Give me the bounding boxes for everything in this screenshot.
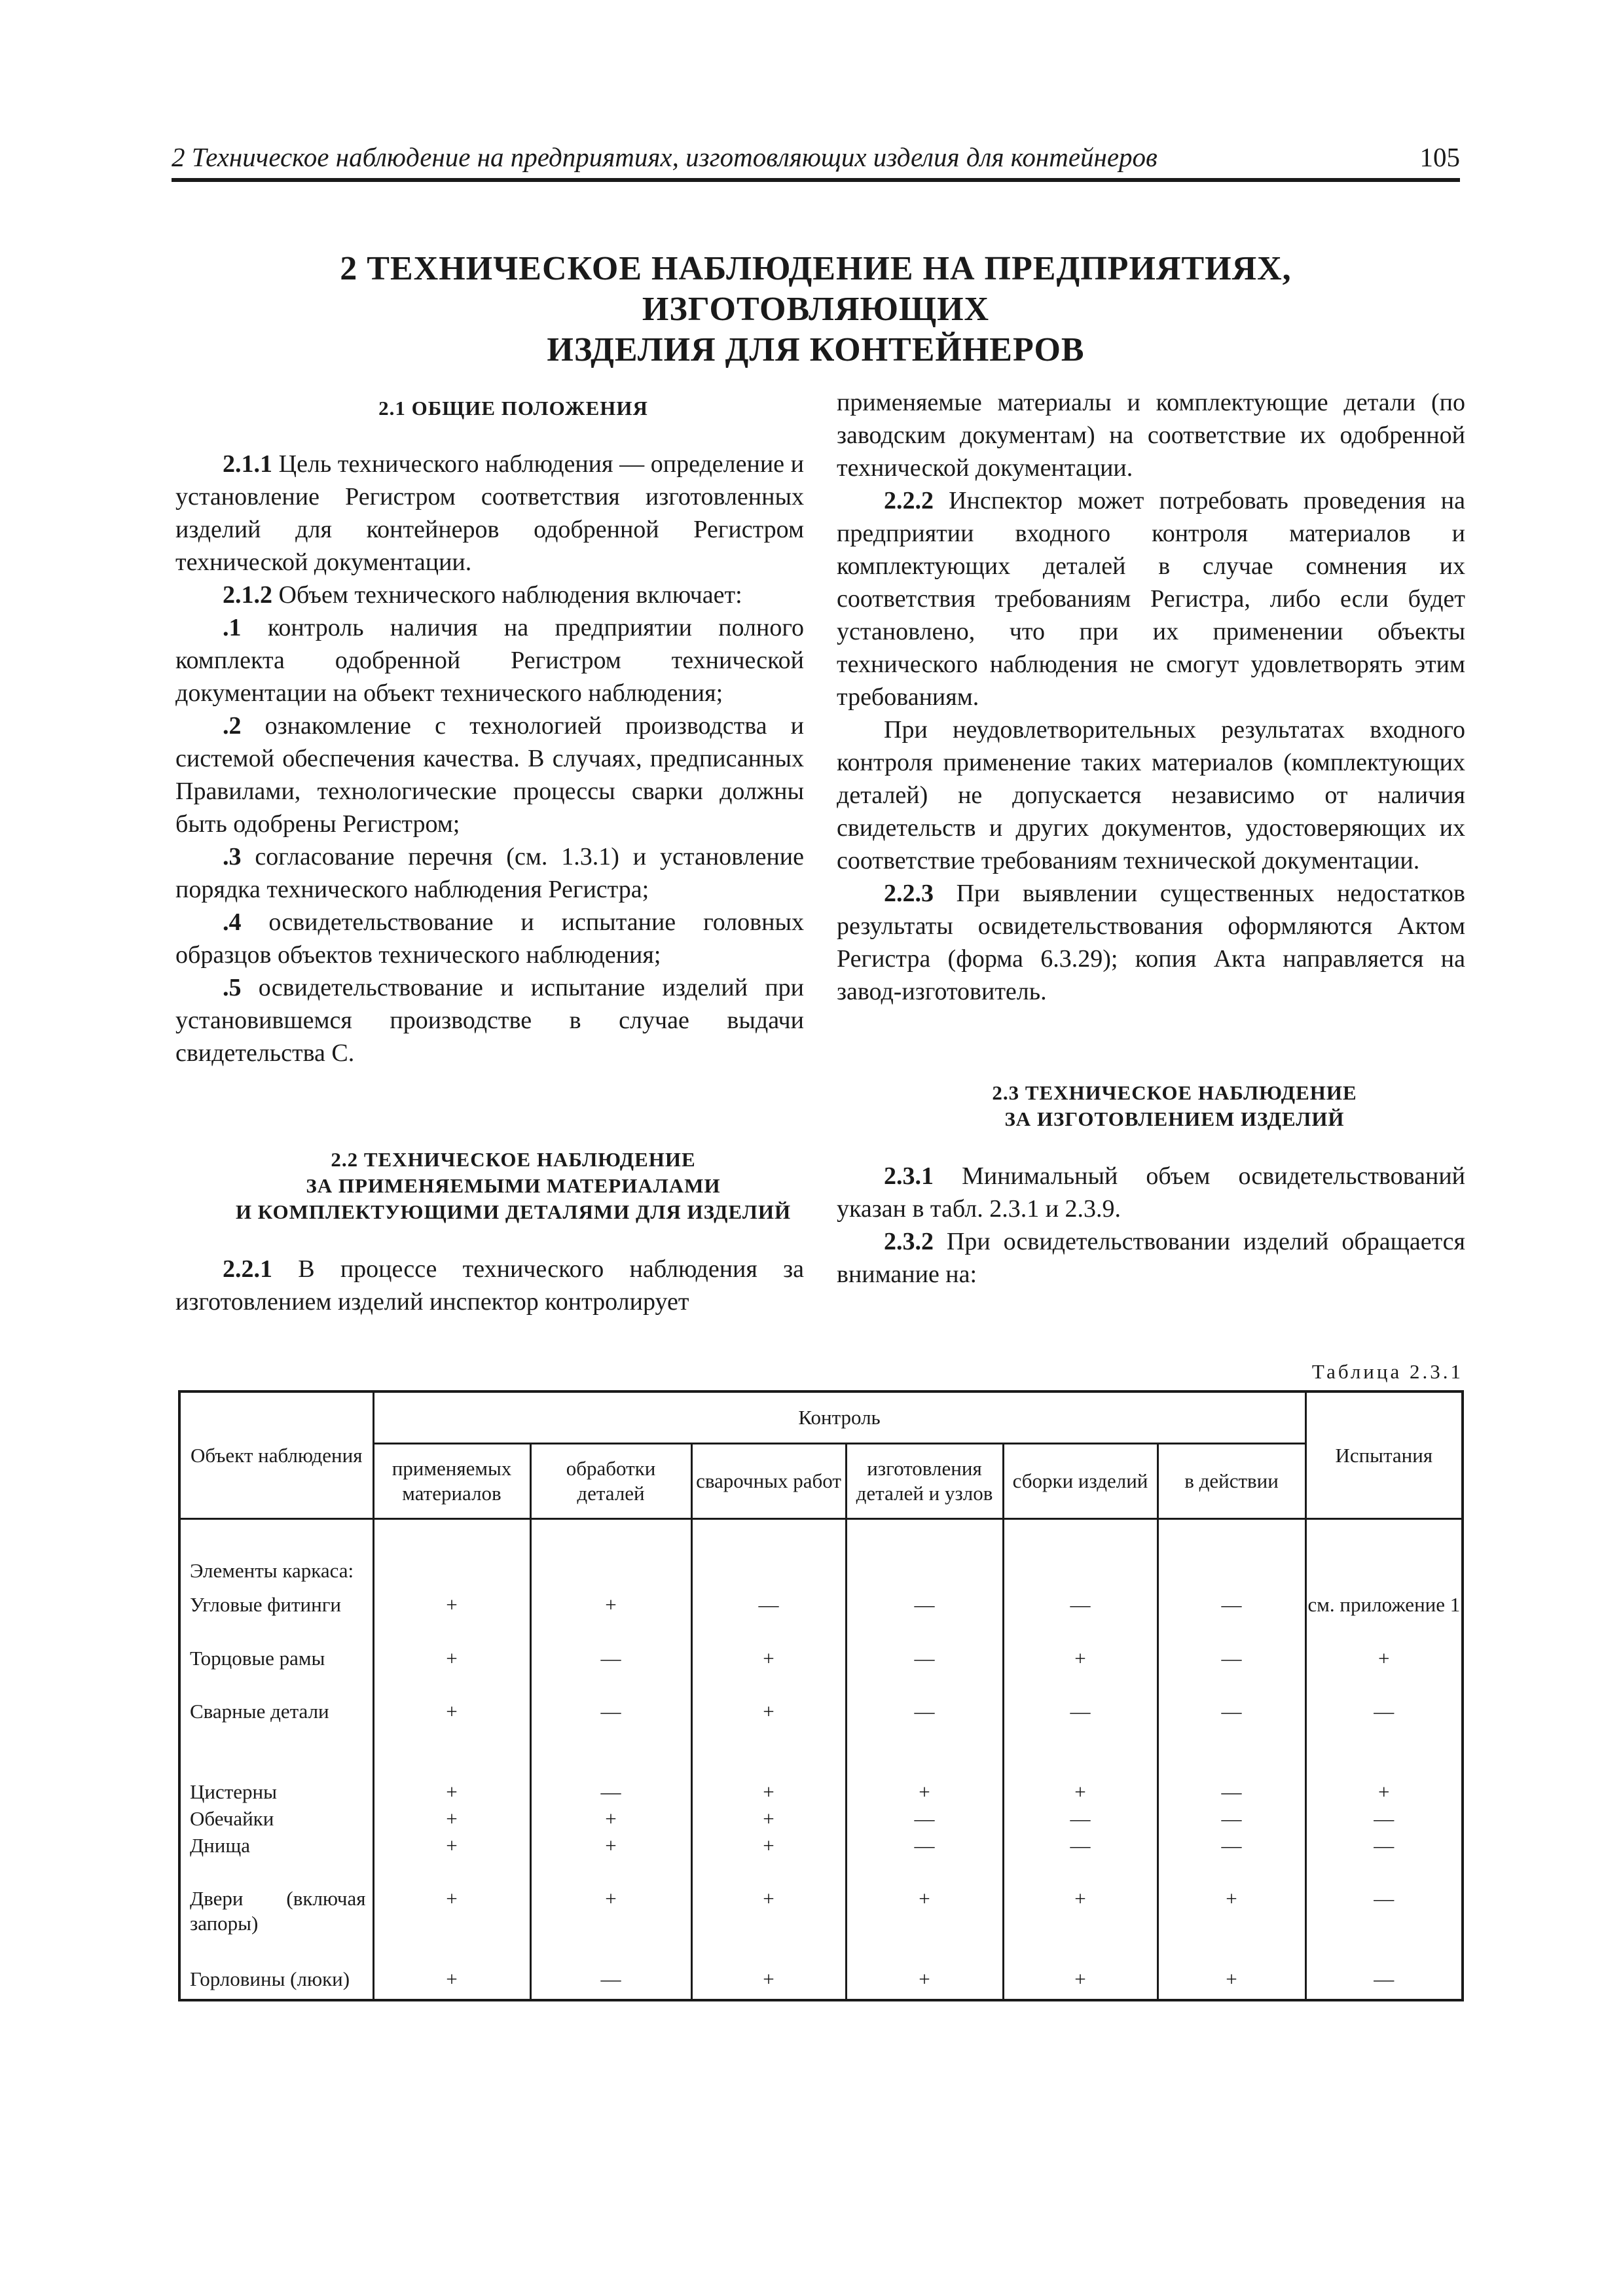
table-row: Двери (включая запоры) + + + + + + — xyxy=(179,1886,1463,1967)
list-item-4: .4 освидетельствование и испытание головных образцов объектов технического наблюдения; xyxy=(175,908,804,969)
table-row: Обечайки + + + — — — — xyxy=(179,1806,1463,1833)
chapter-title-line1: 2 ТЕХНИЧЕСКОЕ НАБЛЮДЕНИЕ НА ПРЕДПРИЯТИЯХ, ИЗГОТОВЛЯЮЩИХ xyxy=(340,250,1292,328)
chapter-title-line2: ИЗДЕЛИЯ ДЛЯ КОНТЕЙНЕРОВ xyxy=(547,331,1085,368)
section-2-3-heading-line1: 2.3 ТЕХНИЧЕСКОЕ НАБЛЮДЕНИЕ xyxy=(992,1081,1357,1104)
list-item-2: .2 ознакомление с технологией производства и системой обеспечения качества. В случаях, предписанных Правилами, технологические процессы сварки должны быть одобрены Регистром; xyxy=(175,712,804,838)
running-header xyxy=(172,136,1460,182)
paragraph-2-3-2: 2.3.2 При освидетельствовании изделий обращается внимание на: xyxy=(837,1228,1465,1288)
table-row: Сварные детали + — + — — — — xyxy=(179,1699,1463,1780)
list-item-5: .5 освидетельствование и испытание изделий при установившемся производстве в случае выдачи свидетельства С. xyxy=(175,974,804,1067)
header-control: Контроль xyxy=(373,1391,1305,1444)
table-row: Торцовые рамы + — + — + — + xyxy=(179,1646,1463,1700)
list-item-1: .1 контроль наличия на предприятии полного комплекта одобренной Регистром технической документации на объект технического наблюдения; xyxy=(175,614,804,707)
paragraph-2-2-3: 2.2.3 При выявлении существенных недостатков результаты освидетельствования оформляются Актом Регистра (форма 6.3.29); копия Акта направляется на завод-изготовитель. xyxy=(837,880,1465,1005)
subheader-welding: сварочных работ xyxy=(691,1444,846,1519)
header-object: Объект наблюдения xyxy=(179,1391,373,1519)
paragraph-2-2-2-b: При неудовлетворительных результатах входного контроля применение таких материалов (комплектующих деталей) не допускается независимо от наличия свидетельств и других документов, удостоверяющих их соответствие требованиям технической документации. xyxy=(837,716,1465,874)
chapter-title xyxy=(172,249,1460,370)
paragraph-2-2-1: 2.2.1 В процессе технического наблюдения за изготовлением изделий инспектор контролирует xyxy=(175,1255,804,1316)
subheader-operation: в действии xyxy=(1158,1444,1305,1519)
subheader-assembly: сборки изделий xyxy=(1003,1444,1158,1519)
section-2-1-heading: 2.1 ОБЩИЕ ПОЛОЖЕНИЯ xyxy=(378,397,648,420)
running-title: 2 Техническое наблюдение на предприятиях, изготовляющих изделия для контейнеров xyxy=(172,142,1158,172)
clause-number: 2.1.2 xyxy=(223,581,272,609)
table-row: Цистерны + — + + + — + xyxy=(179,1780,1463,1806)
subheader-materials: применяемых материалов xyxy=(373,1444,530,1519)
right-column xyxy=(837,386,1465,1291)
table-row: Горловины (люки) + — + + + + — xyxy=(179,1967,1463,2000)
header-tests: Испытания xyxy=(1305,1391,1463,1519)
section-2-2-heading-line3: И КОМПЛЕКТУЮЩИМИ ДЕТАЛЯМИ ДЛЯ ИЗДЕЛИЙ xyxy=(235,1200,792,1223)
clause-number: 2.1.1 xyxy=(223,450,272,478)
table-row: Угловые фитинги + + — — — — см. приложение 1 xyxy=(179,1592,1463,1646)
paragraph-2-1-2: 2.1.2 Объем технического наблюдения включает: xyxy=(223,581,742,609)
paragraph-2-2-1-continued: применяемые материалы и комплектующие детали (по заводским документам) на соответствие их одобренной технической документации. xyxy=(837,389,1465,482)
list-item-3: .3 согласование перечня (см. 1.3.1) и установление порядка технического наблюдения Регистра; xyxy=(175,843,804,903)
group-label-frame: Элементы каркаса: xyxy=(179,1519,373,1592)
left-column xyxy=(175,386,804,1318)
section-2-2-heading-line1: 2.2 ТЕХНИЧЕСКОЕ НАБЛЮДЕНИЕ xyxy=(331,1148,696,1171)
paragraph-2-1-1: 2.1.1 Цель технического наблюдения — определение и установление Регистром соответствия изготовленных изделий для контейнеров одобренной Регистром технической документации. xyxy=(175,450,804,576)
table-caption: Таблица 2.3.1 xyxy=(1311,1360,1463,1383)
page-number: 105 xyxy=(1419,142,1460,172)
table-row xyxy=(179,1519,1463,1592)
paragraph-2-2-2: 2.2.2 Инспектор может потребовать проведения на предприятии входного контроля материалов и комплектующих деталей в случае сомнения их соответствия требованиям Регистра, либо если будет установлено, что при их применении объекты технического наблюдения не смогут удовлетворять этим требованиям. xyxy=(837,487,1465,711)
subheader-processing: обработки деталей xyxy=(530,1444,691,1519)
subheader-fabrication: изготовления деталей и узлов xyxy=(846,1444,1003,1519)
section-2-3-heading-line2: ЗА ИЗГОТОВЛЕНИЕМ ИЗДЕЛИЙ xyxy=(1004,1107,1345,1130)
section-2-2-heading-line2: ЗА ПРИМЕНЯЕМЫМИ МАТЕРИАЛАМИ xyxy=(306,1174,721,1197)
inspection-table xyxy=(178,1390,1464,2001)
paragraph-2-3-1: 2.3.1 Минимальный объем освидетельствований указан в табл. 2.3.1 и 2.3.9. xyxy=(837,1162,1465,1223)
table-row: Днища + + + — — — — xyxy=(179,1833,1463,1887)
